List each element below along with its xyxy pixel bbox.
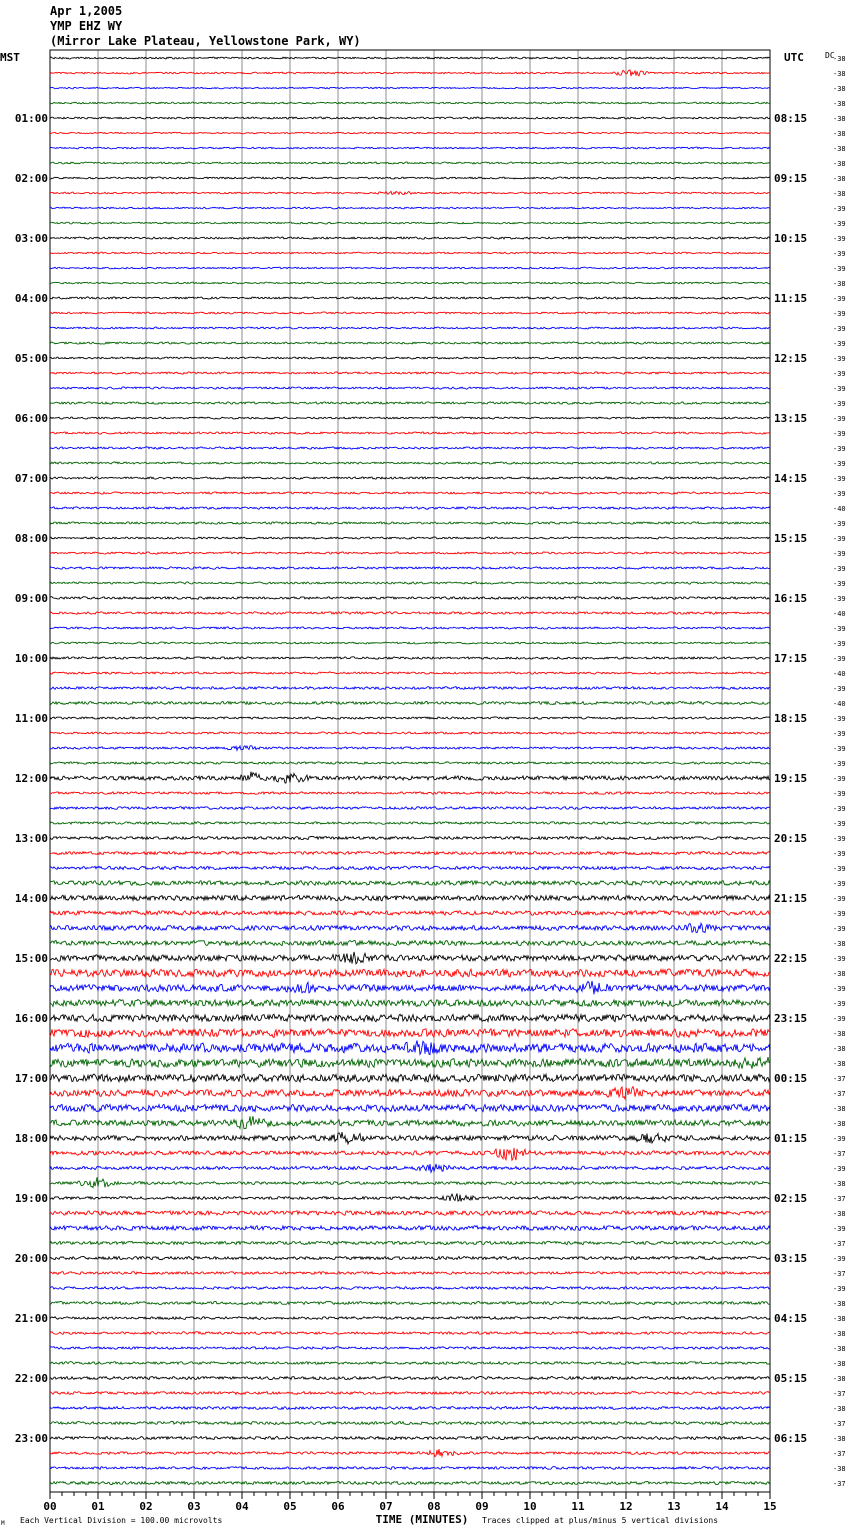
trace-line [50, 1057, 770, 1069]
dc-offset-label: -39 [833, 1135, 846, 1143]
left-timezone-label: MST [0, 51, 20, 64]
x-tick-label: 06 [331, 1500, 345, 1513]
dc-offset-label: -39 [833, 1015, 846, 1023]
trace-line [50, 177, 770, 179]
dc-offset-label: -38 [833, 970, 846, 978]
left-hour-label: 17:00 [14, 1072, 48, 1085]
trace-line [50, 1148, 770, 1160]
dc-offset-label: -39 [833, 325, 846, 333]
left-hour-label: 19:00 [14, 1192, 48, 1205]
trace-line [50, 537, 770, 539]
trace-line [50, 1287, 770, 1290]
right-hour-label: 19:15 [774, 772, 808, 785]
dc-offset-label: -39 [833, 1225, 846, 1233]
x-tick-label: 12 [619, 1500, 633, 1513]
left-hour-label: 20:00 [14, 1252, 48, 1265]
trace-line [50, 1421, 770, 1424]
dc-offset-label: -38 [833, 1465, 846, 1473]
dc-offset-label: -38 [833, 115, 846, 123]
trace-line [50, 1000, 770, 1007]
plot-frame [50, 50, 770, 1492]
dc-offset-label: -39 [833, 805, 846, 813]
dc-offset-label: -39 [833, 775, 846, 783]
left-hour-label: 11:00 [14, 712, 48, 725]
trace-line [50, 282, 770, 284]
dc-offset-label: -39 [833, 865, 846, 873]
trace-line [50, 1301, 770, 1304]
right-hour-label: 05:15 [774, 1372, 808, 1385]
trace-line [50, 1074, 770, 1082]
dc-offset-label: -39 [833, 415, 846, 423]
trace-line [50, 1226, 770, 1231]
trace-line [50, 102, 770, 104]
trace-line [50, 792, 770, 795]
left-hour-label: 14:00 [14, 892, 48, 905]
trace-line [50, 732, 770, 734]
dc-offset-label: -38 [833, 55, 846, 63]
trace-line [50, 252, 770, 254]
trace-line [50, 1332, 770, 1335]
trace-line [50, 1272, 770, 1275]
trace-line [50, 940, 770, 945]
trace-line [50, 1407, 770, 1410]
dc-offset-label: -37 [833, 1195, 846, 1203]
dc-offset-label: -39 [833, 985, 846, 993]
right-hour-label: 11:15 [774, 292, 808, 305]
x-tick-label: 11 [571, 1500, 585, 1513]
trace-line [50, 162, 770, 164]
trace-line [50, 1467, 770, 1470]
dc-offset-label: -37 [833, 1480, 846, 1488]
trace-line [50, 911, 770, 916]
right-hour-label: 18:15 [774, 712, 808, 725]
dc-offset-label: -37 [833, 1390, 846, 1398]
trace-line [50, 342, 770, 344]
dc-offset-label: -39 [833, 910, 846, 918]
trace-line [50, 237, 770, 239]
trace-line [50, 552, 770, 554]
trace-line [50, 866, 770, 870]
dc-offset-label: -39 [833, 370, 846, 378]
right-hour-label: 21:15 [774, 892, 808, 905]
trace-line [50, 1164, 770, 1172]
left-hour-label: 03:00 [14, 232, 48, 245]
dc-offset-label: -39 [833, 310, 846, 318]
dc-offset-label: -39 [833, 445, 846, 453]
right-hour-label: 10:15 [774, 232, 808, 245]
dc-offset-label: -39 [833, 550, 846, 558]
dc-offset-label: -39 [833, 1000, 846, 1008]
date-label: Apr 1,2005 [50, 4, 123, 18]
left-hour-label: 15:00 [14, 952, 48, 965]
trace-line [50, 357, 770, 359]
trace-line [50, 881, 770, 886]
trace-line [50, 447, 770, 449]
dc-offset-label: -39 [833, 715, 846, 723]
dc-offset-label: -39 [833, 520, 846, 528]
dc-offset-label: -37 [833, 1075, 846, 1083]
dc-offset-label: -37 [833, 1450, 846, 1458]
left-hour-label: 23:00 [14, 1432, 48, 1445]
trace-line [50, 222, 770, 224]
trace-line [50, 1256, 770, 1259]
dc-offset-label: -39 [833, 475, 846, 483]
trace-line [50, 1436, 770, 1439]
trace-line [50, 612, 770, 615]
dc-offset-label: -39 [833, 895, 846, 903]
dc-offset-label: -39 [833, 250, 846, 258]
x-tick-label: 00 [43, 1500, 57, 1513]
trace-line [50, 1347, 770, 1350]
dc-offset-label: -39 [833, 205, 846, 213]
dc-offset-label: -39 [833, 745, 846, 753]
trace-line [50, 762, 770, 764]
corner-mark: M [1, 1520, 5, 1527]
dc-offset-label: -39 [833, 235, 846, 243]
left-hour-label: 12:00 [14, 772, 48, 785]
x-tick-label: 02 [139, 1500, 153, 1513]
dc-offset-label: -38 [833, 1315, 846, 1323]
dc-offset-label: -38 [833, 940, 846, 948]
trace-line [50, 1104, 770, 1111]
dc-offset-label: -39 [833, 220, 846, 228]
right-hour-label: 16:15 [774, 592, 808, 605]
trace-line [50, 1116, 770, 1129]
x-tick-label: 09 [475, 1500, 489, 1513]
dc-offset-label: -39 [833, 535, 846, 543]
trace-line [50, 567, 770, 569]
trace-line [50, 1132, 770, 1144]
trace-line [50, 402, 770, 404]
trace-line [50, 852, 770, 855]
dc-offset-label: -37 [833, 1420, 846, 1428]
location-label: (Mirror Lake Plateau, Yellowstone Park, WY) [50, 34, 361, 48]
right-hour-label: 12:15 [774, 352, 808, 365]
left-hour-label: 04:00 [14, 292, 48, 305]
dc-offset-label: -39 [833, 685, 846, 693]
right-hour-label: 04:15 [774, 1312, 808, 1325]
trace-line [50, 477, 770, 479]
x-tick-label: 10 [523, 1500, 537, 1513]
trace-line [50, 462, 770, 464]
dc-offset-label: -39 [833, 730, 846, 738]
trace-line [50, 87, 770, 89]
trace-line [50, 147, 770, 149]
left-hour-label: 05:00 [14, 352, 48, 365]
trace-line [50, 117, 770, 119]
x-tick-label: 05 [283, 1500, 297, 1513]
trace-line [50, 1014, 770, 1021]
dc-offset-label: -40 [833, 505, 846, 513]
dc-offset-label: -40 [833, 670, 846, 678]
left-hour-label: 06:00 [14, 412, 48, 425]
dc-offset-label: -39 [833, 460, 846, 468]
dc-offset-label: -38 [833, 1180, 846, 1188]
left-hour-label: 01:00 [14, 112, 48, 125]
trace-line [50, 507, 770, 509]
trace-line [50, 1087, 770, 1099]
left-hour-label: 13:00 [14, 832, 48, 845]
dc-offset-label: -39 [833, 565, 846, 573]
right-hour-label: 13:15 [774, 412, 808, 425]
dc-offset-label: -38 [833, 1375, 846, 1383]
left-hour-label: 10:00 [14, 652, 48, 665]
dc-offset-label: -38 [833, 1435, 846, 1443]
x-tick-label: 14 [715, 1500, 729, 1513]
x-tick-label: 03 [187, 1500, 201, 1513]
trace-line [50, 1317, 770, 1320]
left-hour-label: 18:00 [14, 1132, 48, 1145]
dc-offset-label: -40 [833, 610, 846, 618]
dc-offset-label: -39 [833, 490, 846, 498]
dc-offset-label: -39 [833, 790, 846, 798]
right-hour-label: 01:15 [774, 1132, 808, 1145]
dc-header-label: DC [825, 51, 835, 60]
trace-line [50, 582, 770, 584]
trace-line [50, 432, 770, 434]
dc-offset-label: -39 [833, 340, 846, 348]
trace-line [50, 923, 770, 932]
dc-offset-label: -39 [833, 385, 846, 393]
dc-offset-label: -38 [833, 280, 846, 288]
trace-line [50, 687, 770, 690]
trace-line [50, 492, 770, 494]
dc-offset-label: -37 [833, 1240, 846, 1248]
dc-offset-label: -38 [833, 85, 846, 93]
trace-line [50, 1362, 770, 1365]
dc-offset-label: -39 [833, 880, 846, 888]
trace-line [50, 1211, 770, 1215]
dc-offset-label: -39 [833, 1285, 846, 1293]
dc-offset-label: -39 [833, 580, 846, 588]
trace-line [50, 132, 770, 134]
trace-line [50, 372, 770, 374]
right-timezone-label: UTC [784, 51, 804, 64]
trace-line [50, 267, 770, 269]
dc-offset-label: -39 [833, 760, 846, 768]
right-hour-label: 17:15 [774, 652, 808, 665]
right-hour-label: 09:15 [774, 172, 808, 185]
x-tick-label: 01 [91, 1500, 105, 1513]
trace-line [50, 1376, 770, 1379]
dc-offset-label: -39 [833, 595, 846, 603]
x-tick-label: 08 [427, 1500, 441, 1513]
left-hour-label: 02:00 [14, 172, 48, 185]
station-label: YMP EHZ WY [50, 19, 123, 33]
trace-line [50, 969, 770, 977]
trace-line [50, 952, 770, 964]
dc-offset-label: -38 [833, 1105, 846, 1113]
x-tick-label: 04 [235, 1500, 249, 1513]
trace-line [50, 627, 770, 629]
trace-line [50, 895, 770, 901]
trace-line [50, 597, 770, 600]
left-hour-label: 16:00 [14, 1012, 48, 1025]
trace-line [50, 327, 770, 329]
dc-offset-label: -39 [833, 265, 846, 273]
dc-offset-label: -38 [833, 1030, 846, 1038]
left-hour-label: 22:00 [14, 1372, 48, 1385]
dc-offset-label: -38 [833, 1045, 846, 1053]
right-hour-label: 00:15 [774, 1072, 808, 1085]
right-hour-label: 22:15 [774, 952, 808, 965]
dc-offset-label: -38 [833, 145, 846, 153]
left-hour-label: 09:00 [14, 592, 48, 605]
dc-offset-label: -37 [833, 1270, 846, 1278]
x-tick-label: 07 [379, 1500, 393, 1513]
dc-offset-label: -37 [833, 1090, 846, 1098]
dc-offset-label: -38 [833, 1120, 846, 1128]
trace-line [50, 70, 770, 76]
trace-line [50, 1177, 770, 1187]
dc-offset-label: -39 [833, 625, 846, 633]
dc-offset-label: -38 [833, 1360, 846, 1368]
dc-offset-label: -39 [833, 955, 846, 963]
left-hour-label: 21:00 [14, 1312, 48, 1325]
trace-line [50, 772, 770, 783]
dc-offset-label: -39 [833, 850, 846, 858]
trace-line [50, 672, 770, 674]
left-hour-label: 07:00 [14, 472, 48, 485]
right-hour-label: 08:15 [774, 112, 808, 125]
x-tick-label: 15 [763, 1500, 777, 1513]
dc-offset-label: -38 [833, 100, 846, 108]
dc-offset-label: -38 [833, 1330, 846, 1338]
dc-offset-label: -39 [833, 1255, 846, 1263]
dc-offset-label: -38 [833, 70, 846, 78]
dc-offset-label: -40 [833, 700, 846, 708]
trace-line [50, 807, 770, 810]
trace-line [50, 297, 770, 299]
right-hour-label: 06:15 [774, 1432, 808, 1445]
dc-offset-label: -38 [833, 190, 846, 198]
trace-line [50, 1041, 770, 1055]
trace-line [50, 822, 770, 825]
clip-note: Traces clipped at plus/minus 5 vertical divisions [482, 1516, 719, 1525]
dc-offset-label: -39 [833, 355, 846, 363]
right-hour-label: 03:15 [774, 1252, 808, 1265]
trace-line [50, 1194, 770, 1202]
dc-offset-label: -39 [833, 925, 846, 933]
trace-line [50, 1449, 770, 1457]
dc-offset-label: -38 [833, 175, 846, 183]
dc-offset-label: -37 [833, 1150, 846, 1158]
trace-line [50, 746, 770, 751]
trace-line [50, 701, 770, 704]
dc-offset-label: -39 [833, 430, 846, 438]
dc-offset-label: -38 [833, 160, 846, 168]
trace-line [50, 522, 770, 524]
x-axis-title: TIME (MINUTES) [375, 1513, 469, 1526]
dc-offset-label: -39 [833, 655, 846, 663]
trace-line [50, 312, 770, 314]
trace-line [50, 1392, 770, 1395]
left-hour-label: 08:00 [14, 532, 48, 545]
trace-line [50, 207, 770, 209]
trace-line [50, 387, 770, 389]
dc-offset-label: -39 [833, 295, 846, 303]
trace-line [50, 642, 770, 644]
x-tick-label: 13 [667, 1500, 681, 1513]
trace-line [50, 836, 770, 839]
dc-offset-label: -38 [833, 1405, 846, 1413]
scale-note: Each Vertical Division = 100.00 microvolts [20, 1516, 223, 1525]
right-hour-label: 23:15 [774, 1012, 808, 1025]
trace-line [50, 1029, 770, 1038]
trace-line [50, 417, 770, 419]
trace-line [50, 1241, 770, 1244]
trace-line [50, 191, 770, 194]
right-hour-label: 02:15 [774, 1192, 808, 1205]
right-hour-label: 20:15 [774, 832, 808, 845]
dc-offset-label: -38 [833, 1210, 846, 1218]
right-hour-label: 14:15 [774, 472, 808, 485]
dc-offset-label: -39 [833, 835, 846, 843]
dc-offset-label: -39 [833, 640, 846, 648]
dc-offset-label: -39 [833, 400, 846, 408]
dc-offset-label: -39 [833, 1165, 846, 1173]
trace-line [50, 657, 770, 659]
trace-line [50, 717, 770, 719]
dc-offset-label: -38 [833, 1060, 846, 1068]
right-hour-label: 15:15 [774, 532, 808, 545]
trace-line [50, 1481, 770, 1484]
dc-offset-label: -38 [833, 130, 846, 138]
trace-line [50, 57, 770, 59]
dc-offset-label: -39 [833, 820, 846, 828]
dc-offset-label: -38 [833, 1345, 846, 1353]
trace-line [50, 981, 770, 994]
dc-offset-label: -38 [833, 1300, 846, 1308]
